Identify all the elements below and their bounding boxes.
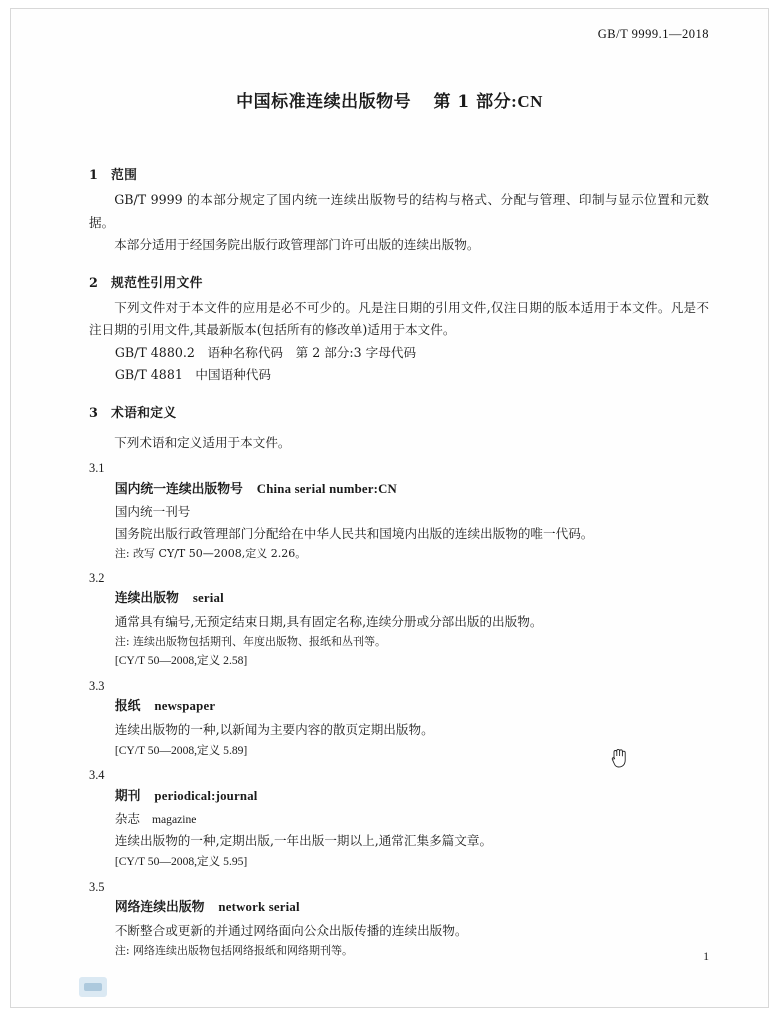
term-entry-3-5 bbox=[89, 896, 709, 960]
title-part: 第 1 部分 bbox=[433, 92, 512, 112]
clause-heading-3 bbox=[89, 403, 709, 425]
clause-title-2: 规范性引用文件 bbox=[111, 275, 203, 291]
term-source-3-2: [CY/T 50—2008,定义 2.58] bbox=[114, 654, 248, 668]
term-title-3-2 bbox=[115, 587, 709, 610]
term-title-3-5 bbox=[115, 896, 709, 919]
term-en-3-5: network serial bbox=[218, 900, 300, 915]
term-number-3-4: 3.4 bbox=[89, 767, 105, 782]
clause-heading-2 bbox=[89, 273, 709, 295]
term-en-3-2: serial bbox=[192, 591, 224, 606]
term-note-3-5: 注: 网络连续出版物包括网络报纸和网络期刊等。 bbox=[114, 943, 354, 957]
clause-number-1: 1 bbox=[89, 168, 99, 183]
term-entry-3-2 bbox=[89, 587, 709, 671]
normative-reference-2: GB/T 4881 中国语种代码 bbox=[114, 367, 271, 383]
term-title-3-3 bbox=[115, 695, 709, 718]
clause-2-para-1: 下列文件对于本文件的应用是必不可少的。凡是注日期的引用文件,仅注日期的版本适用于本文件。凡是不注日期的引用文件,其最新版本(包括所有的修改单)适用于本文件。 bbox=[89, 300, 709, 338]
title-separator: : bbox=[511, 92, 518, 111]
term-en-3-3: newspaper bbox=[154, 699, 216, 714]
term-number-3-2: 3.2 bbox=[89, 570, 105, 585]
term-alt-en-3-4: magazine bbox=[152, 812, 197, 826]
term-cn-3-2: 连续出版物 bbox=[114, 591, 179, 607]
clause-1-para-2: 本部分适用于经国务院出版行政管理部门许可出版的连续出版物。 bbox=[114, 237, 480, 253]
term-definition-3-4: 连续出版物的一种,定期出版,一年出版一期以上,通常汇集多篇文章。 bbox=[114, 833, 493, 849]
term-source-3-4: [CY/T 50—2008,定义 5.95] bbox=[114, 855, 248, 869]
term-title-3-4 bbox=[115, 785, 709, 808]
term-cn-3-1: 国内统一连续出版物号 bbox=[114, 481, 243, 497]
term-number-3-5: 3.5 bbox=[89, 879, 105, 894]
clause-1-para-1: GB/T 9999 的本部分规定了国内统一连续出版物号的结构与格式、分配与管理、印制与显示位置和元数据。 bbox=[89, 192, 709, 230]
term-title-3-1 bbox=[115, 478, 709, 501]
clause-heading-1 bbox=[89, 165, 709, 187]
term-alt-3-4 bbox=[115, 808, 709, 830]
term-source-3-3: [CY/T 50—2008,定义 5.89] bbox=[114, 743, 248, 757]
watermark-logo bbox=[79, 977, 107, 997]
page-title bbox=[11, 87, 768, 112]
term-cn-3-5: 网络连续出版物 bbox=[114, 900, 205, 916]
term-definition-3-2: 通常具有编号,无预定结束日期,具有固定名称,连续分册或分部出版的出版物。 bbox=[114, 613, 543, 629]
term-number-3-1: 3.1 bbox=[89, 460, 105, 475]
clause-title-3: 术语和定义 bbox=[111, 406, 177, 422]
term-cn-3-3: 报纸 bbox=[114, 699, 141, 715]
term-en-3-1: China serial number:CN bbox=[256, 481, 397, 496]
term-note-3-1: 注: 改写 CY/T 50—2008,定义 2.26。 bbox=[114, 546, 307, 560]
term-definition-3-3: 连续出版物的一种,以新闻为主要内容的散页定期出版物。 bbox=[114, 721, 434, 737]
term-en-3-4: periodical:journal bbox=[154, 788, 258, 803]
term-alt-3-1: 国内统一刊号 bbox=[114, 503, 191, 519]
page-sheet bbox=[10, 8, 769, 1008]
title-main: 中国标准连续出版物号 bbox=[236, 92, 412, 112]
document-body bbox=[89, 149, 709, 960]
clause-3-para-1: 下列术语和定义适用于本文件。 bbox=[114, 434, 291, 450]
term-note-3-2: 注: 连续出版物包括期刊、年度出版物、报纸和丛刊等。 bbox=[114, 634, 387, 648]
term-alt-cn-3-4: 杂志 bbox=[114, 810, 141, 826]
clause-title-1: 范围 bbox=[111, 168, 138, 183]
clause-number-2: 2 bbox=[89, 275, 99, 291]
term-cn-3-4: 期刊 bbox=[114, 788, 141, 804]
normative-reference-1: GB/T 4880.2 语种名称代码 第 2 部分:3 字母代码 bbox=[114, 344, 417, 360]
term-number-3-3: 3.3 bbox=[89, 678, 105, 693]
title-suffix: CN bbox=[517, 92, 543, 111]
term-entry-3-1 bbox=[89, 478, 709, 564]
term-entry-3-3 bbox=[89, 695, 709, 761]
clause-number-3: 3 bbox=[89, 406, 99, 422]
term-definition-3-5: 不断整合或更新的并通过网络面向公众出版传播的连续出版物。 bbox=[114, 922, 468, 938]
page-number: 1 bbox=[703, 951, 709, 963]
term-entry-3-4 bbox=[89, 785, 709, 873]
term-definition-3-1: 国务院出版行政管理部门分配给在中华人民共和国境内出版的连续出版物的唯一代码。 bbox=[114, 525, 594, 541]
standard-code: GB/T 9999.1—2018 bbox=[597, 27, 709, 41]
